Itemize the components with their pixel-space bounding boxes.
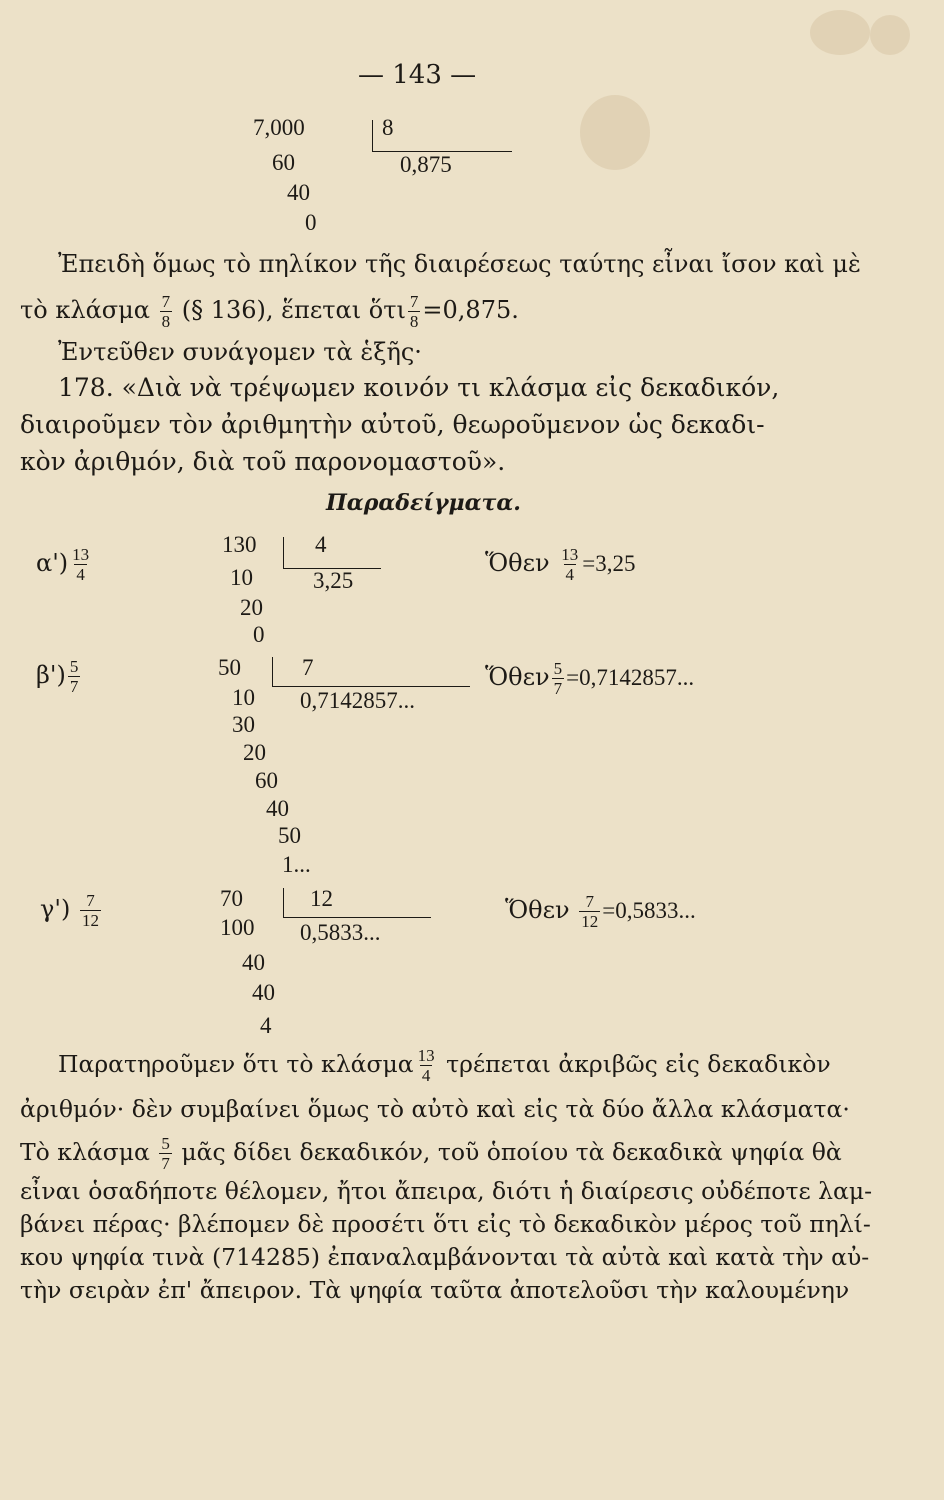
fraction-denominator: 4 [421,1066,431,1085]
result-word: Ὅθεν [505,896,570,924]
fraction [579,893,600,930]
paragraph-line [20,1135,925,1172]
division-remainder: 4 [260,1013,272,1038]
division-remainder: 60 [255,768,278,793]
division-rule [272,686,470,687]
fraction-numerator: 7 [86,891,95,910]
fraction-denominator: 8 [161,312,171,331]
fraction-denominator: 4 [565,565,574,584]
rule-line: κὸν ἀριθμόν, διὰ τοῦ παρονομαστοῦ». [20,447,506,476]
example-label-text: β') [36,661,66,689]
division-remainder: 0 [305,210,317,235]
example-label [36,546,93,583]
example-result [505,893,696,930]
fraction [80,892,101,929]
division-divisor: 12 [310,886,333,911]
fraction-denominator: 8 [409,312,419,331]
division-remainder: 40 [242,950,265,975]
fraction-numerator: 7 [161,292,171,311]
fraction-numerator: 5 [69,657,79,676]
fraction-numerator: 5 [553,659,563,678]
result-value: =0,7142857... [566,665,695,690]
division-bar [272,657,273,687]
text-fragment: =0,875. [422,296,519,324]
division-remainder: 40 [287,180,310,205]
result-word: Ὅθεν [485,663,550,691]
division-remainder: 40 [252,980,275,1005]
fraction [408,293,421,330]
division-remainder: 40 [266,796,289,821]
text-line: Ἐντεῦθεν συνάγομεν τὰ ἑξῆς· [58,338,422,366]
fraction-denominator: 4 [76,565,85,584]
division-quotient: 3,25 [313,568,354,593]
division-remainder: 10 [230,565,253,590]
paragraph-line [58,1047,928,1084]
fraction [160,293,173,330]
division-quotient: 0,7142857... [300,688,415,713]
fraction-numerator: 5 [161,1134,170,1153]
division-dividend: 130 [222,532,257,557]
division-remainder: 10 [232,685,255,710]
fraction [68,658,81,695]
text-fragment: Τὸ κλάσμα [20,1138,150,1166]
division-bar [283,537,284,569]
page-number: — 143 — [358,60,477,90]
example-result [485,660,694,697]
text-line [20,293,519,330]
fraction-denominator: 12 [581,912,599,931]
division-divisor: 4 [315,532,327,557]
paragraph-line: βάνει πέρας· βλέπομεν δὲ προσέτι ὅτι εἰς τὸ δεκαδικὸν μέρος τοῦ πηλί- [20,1210,871,1238]
fraction-numerator: 7 [585,892,594,911]
example-label [36,658,82,695]
division-remainder: 50 [278,823,301,848]
rule-line: διαιροῦμεν τὸν ἀριθμητὴν αὐτοῦ, θεωροῦμενον ὡς δεκαδι- [20,410,765,439]
fraction-numerator: 13 [561,545,579,564]
example-label-text: γ') [40,895,71,923]
result-word: Ὅθεν [485,549,550,577]
paragraph-line: τὴν σειρὰν ἐπ' ἄπειρον. Τὰ ψηφία ταῦτα ἀποτελοῦσι τὴν καλουμένην [20,1276,850,1304]
fraction [559,546,580,583]
division-dividend: 50 [218,655,241,680]
paragraph-line: εἶναι ὁσαδήποτε θέλομεν, ἤτοι ἄπειρα, διότι ἡ διαίρεσις οὐδέποτε λαμ- [20,1177,873,1205]
division-quotient: 0,5833... [300,920,381,945]
fraction [416,1047,437,1084]
division-remainder: 0 [253,622,265,647]
division-remainder: 20 [240,595,263,620]
fraction-denominator: 7 [553,679,563,698]
division-quotient: 0,875 [400,152,452,177]
fraction [70,546,91,583]
division-remainder: 1... [282,852,311,877]
paper-stain [580,95,650,170]
rule-line: 178. «Διὰ νὰ τρέψωμεν κοινόν τι κλάσμα εἰς δεκαδικόν, [58,373,780,402]
fraction-denominator: 7 [161,1154,170,1173]
division-remainder: 100 [220,915,255,940]
result-value: =3,25 [582,551,636,576]
text-fragment: τὸ κλάσμα [20,296,150,324]
example-result [485,546,635,583]
text-fragment: Παρατηροῦμεν ὅτι τὸ κλάσμα [58,1050,414,1078]
division-divisor: 7 [302,655,314,680]
fraction-numerator: 13 [417,1046,435,1065]
paper-stain [810,10,870,55]
paper-stain [870,15,910,55]
division-divisor: 8 [382,115,394,140]
division-remainder: 60 [272,150,295,175]
example-label-text: α') [36,549,69,577]
division-remainder: 20 [243,740,266,765]
division-rule [283,917,431,918]
paragraph-line: ἀριθμόν· δὲν συμβαίνει ὅμως τὸ αὐτὸ καὶ εἰς τὰ δύο ἄλλα κλάσματα· [20,1095,850,1123]
division-remainder: 30 [232,712,255,737]
fraction [159,1135,172,1172]
text-line: Ἐπειδὴ ὅμως τὸ πηλίκον τῆς διαιρέσεως ταύτης εἶναι ἴσον καὶ μὲ [58,250,861,278]
text-fragment: (§ 136), ἕπεται ὅτι [181,296,406,324]
fraction-numerator: 7 [409,292,419,311]
text-fragment: μᾶς δίδει δεκαδικόν, τοῦ ὁποίου τὰ δεκαδικὰ ψηφία θὰ [181,1138,842,1166]
division-dividend: 7,000 [253,115,305,140]
fraction-denominator: 7 [69,677,79,696]
division-bar [283,888,284,918]
result-value: =0,5833... [602,898,696,923]
division-dividend: 70 [220,886,243,911]
paragraph-line: κου ψηφία τινὰ (714285) ἐπαναλαμβάνονται τὰ αὐτὰ καὶ κατὰ τὴν αὐ- [20,1243,870,1271]
division-bar [372,120,373,152]
fraction-denominator: 12 [81,911,99,930]
fraction-numerator: 13 [72,545,90,564]
examples-heading: Παραδείγματα. [326,490,521,516]
example-label [40,892,103,929]
fraction [552,660,565,697]
text-fragment: τρέπεται ἀκριβῶς εἰς δεκαδικὸν [446,1050,831,1078]
